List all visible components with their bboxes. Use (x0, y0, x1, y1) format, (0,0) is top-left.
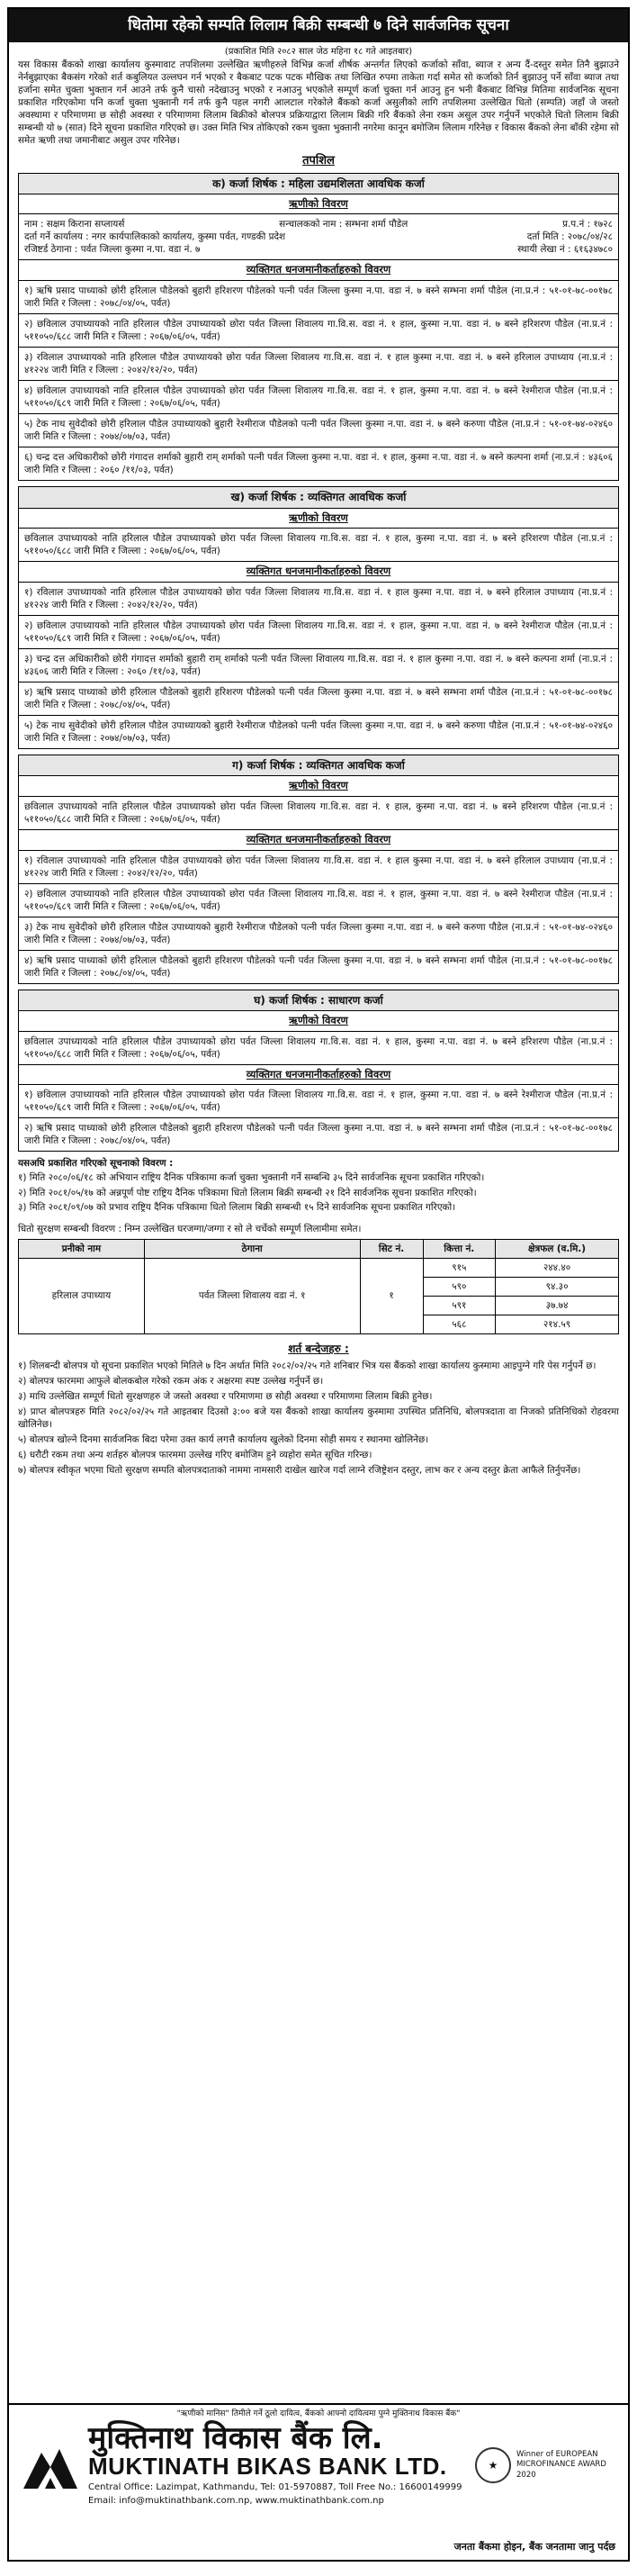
guarantor-item: ४) ऋषि प्रसाद पाध्याको छोरी हरिलाल पौडेलको बुहारी हरिशरण पौडेलको पत्नी पर्वत जिल्ला कुस्मा न.पा. वडा नं. ७ बस्ने सम्भना शर्मा पौडेल (ना.प्र.नं : ५१-०१-७८-००१७८ जारी मिति र जिल्ला : २०७८/०४/०५, पर्वत) (18, 951, 619, 984)
borrower-row (24, 243, 613, 256)
guarantor-item: १) छविलाल उपाध्यायको नाति हरिलाल पौडेल उपाध्यायको छोरा पर्वत जिल्ला शिवालय गा.वि.स. वडा नं. १ हाल, कुस्मा न.पा. वडा नं. ७ बस्ने रेश्मीराज पौडेल (ना.प्र.नं : ५११०५०/६८९ जारी मिति र जिल्ला : २०६७/०६/०५, पर्वत) (18, 1085, 619, 1118)
guarantor-item: ३) टेक नाथ सुवेदीको छोरी हरिलाल पौडेल उपाध्यायको बुहारी रेश्मीराज पौडेलको पत्नी पर्वत जिल्ला कुस्मा न.पा. वडा नं. ७ बस्ने करुणा पौडेल (ना.प्र.नं : ५१-०१-७४-०२४६० जारी मिति र जिल्ला : २०७४/०७/०३, पर्वत) (18, 917, 619, 951)
bank-footer (9, 2403, 628, 2560)
col-area: क्षेत्रफल (व.मि.) (496, 1239, 619, 1258)
guarantor-item: २) छविलाल उपाध्यायको नाति हरिलाल पौडेल उपाध्यायको छोरा पर्वत जिल्ला शिवालय गा.वि.स. वडा नं. १ हाल, कुस्मा न.पा. वडा नं. ७ बस्ने रेश्मीराज पौडेल (ना.प्र.नं : ५११०५०/६८९ जारी मिति र जिल्ला : २०६७/०६/०५, पर्वत) (18, 616, 619, 649)
guarantor-item: २) ऋषि प्रसाद पाध्याको छोरी हरिलाल पौडेलको बुहारी हरिशरण पौडेलको पत्नी पर्वत जिल्ला कुस्मा न.पा. वडा नं. ७ बस्ने सम्भना शर्मा पौडेल (ना.प्र.नं : ५१-०१-७८-००१७८ जारी मिति र जिल्ला : २०७८/०४/०५, पर्वत) (18, 1118, 619, 1152)
area-cell: २१४.५९ (496, 1315, 619, 1333)
bank-tagline: जनता बैंकमा होइन, बैंक जनतामा जानु पर्दछ (453, 2541, 615, 2553)
guarantor-item: ३) रविलाल उपाध्यायको नाति हरिलाल पौडेल उपाध्यायको छोरा पर्वत जिल्ला शिवालय गा.वि.स. वडा नं. १ हाल कुस्मा न.पा. वडा नं. ७ बस्ने हरिलाल उपाध्याय (ना.प्र.नं : ४१२२४ जारी मिति र जिल्ला : २०४२/१२/२०, पर्वत) (18, 348, 619, 381)
area-cell: ९४.३० (496, 1277, 619, 1296)
plot-cell: ५९१ (423, 1296, 495, 1315)
borrower-name: नाम : सक्षम किराना सप्लायर्स (24, 219, 125, 230)
loan-title-d: घ) कर्जा शिर्षक : साधारण कर्जा (18, 990, 619, 1011)
plot-cell: ५६८ (423, 1315, 495, 1333)
borrower-title-a: ऋणीको विवरण (18, 194, 619, 215)
registered-address: रजिष्टर्ड ठेगाना : पर्वत जिल्ला कुस्मा न.पा. वडा नं. ७ (24, 244, 201, 256)
address-cell: पर्वत जिल्ला शिवालय वडा नं. १ (144, 1258, 360, 1333)
notice-title: धितोमा रहेको सम्पति लिलाम बिक्री सम्बन्धी ७ दिने सार्वजनिक सूचना (9, 9, 628, 42)
borrower-details-c: छविलाल उपाध्यायको नाति हरिलाल पौडेल उपाध्यायको छोरा पर्वत जिल्ला शिवालय गा.वि.स. वडा नं. १ हाल, कुस्मा न.पा. वडा नं. ७ बस्ने हरिशरण पौडेल (ना.प्र.नं : ५११०५०/६८८ जारी मिति र जिल्ला : २०६७/०६/०५, पर्वत) (18, 797, 619, 830)
brand-text (88, 2420, 462, 2508)
area-cell: २४४.४० (496, 1258, 619, 1277)
condition-item: ७) बोलपत्र स्वीकृत भएमा धितो सुरक्षण सम्पति बोलपत्रदाताको नाममा नामसारी दाखेल खारेज गर्दा लाग्ने रजिष्ट्रेशन दस्तुर, लाभ कर र अन्य दस्तुर क्रेता आफैले तिर्नुपर्नेछ। (18, 1465, 581, 1477)
condition-item: २) बोलपत्र फारममा आफुले बोलकबोल गरेको रकम अंक र अक्षरमा स्पष्ट उल्लेख गर्नुपर्ने छ। (18, 1376, 324, 1387)
award-icon: ★ (475, 2447, 511, 2483)
borrower-details-b: छविलाल उपाध्यायको नाति हरिलाल पौडेल उपाध्यायको छोरा पर्वत जिल्ला शिवालय गा.वि.स. वडा नं. १ हाल, कुस्मा न.पा. वडा नं. ७ बस्ने हरिशरण पौडेल (ना.प्र.नं : ५११०५०/६८८ जारी मिति र जिल्ला : २०६७/०६/०५, पर्वत) (18, 529, 619, 562)
registration-no: प्र.प.नं : १७२८ (562, 219, 613, 230)
award-text: Winner of EUROPEAN MICROFINANCE AWARD 2020 (516, 2449, 606, 2480)
tapsil-heading: तपशिल (302, 154, 335, 167)
col-sheet: सिट नं. (360, 1239, 423, 1258)
conditions-title: शर्त बन्देजहरु : (288, 1342, 349, 1355)
condition-item: ३) माथि उल्लेखित सम्पूर्ण धितो सुरक्षणहरु जे जस्तो अवस्था र परिमाणमा छ सोही अवस्था र परिमाणमा लिलाम बिक्री हुनेछ। (18, 1391, 433, 1403)
guarantor-item: ५) टेक नाथ सुवेदीको छोरी हरिलाल पौडेल उपाध्यायको बुहारी रेश्मीराज पौडेलको पत्नी पर्वत जिल्ला कुस्मा न.पा. वडा नं. ७ बस्ने करुणा पौडेल (ना.प्र.नं : ५१-०१-७४-०२४६० जारी मिति र जिल्ला : २०७४/०७/०३, पर्वत) (18, 414, 619, 447)
registration-office: दर्ता गर्ने कार्यालय : नगर कार्यपालिकाको कार्यालय, कुस्मा पर्वत, गण्डकी प्रदेश (24, 231, 286, 243)
guarantor-title-b: व्यक्तिगत धनजमानीकर्ताहरुको विवरण (18, 562, 619, 583)
notice-page (7, 7, 630, 2562)
previous-notice-item: १) मिति २०८०/०६/१८ को अभियान राष्ट्रिय दैनिक पत्रिकामा कर्जा चुक्ता भुक्तानी गर्ने सम्बन्धि ३५ दिने सार्वजनिक सूचना प्रकाशित गरिएको। (18, 1172, 485, 1184)
director-name: सन्चालकको नाम : सम्भना शर्मा पौडेल (279, 219, 408, 230)
loan-title-a: क) कर्जा शिर्षक : महिला उद्यमशिलता आवधिक कर्जा (18, 173, 619, 194)
guarantor-title-d: व्यक्तिगत धनजमानीकर्ताहरुको विवरण (18, 1065, 619, 1086)
condition-item: ५) बोलपत्र खोल्ने दिनमा सार्वजनिक बिदा परेमा उक्त कार्य लगत्तै कार्यालय खुलेको दिनमा सोही समय र स्थानमा खोलिनेछ। (18, 1434, 429, 1446)
guarantor-title-a: व्यक्तिगत धनजमानीकर्ताहरुको विवरण (18, 260, 619, 281)
borrower-title-d: ऋणीको विवरण (18, 1011, 619, 1032)
guarantor-item: १) रविलाल उपाध्यायको नाति हरिलाल पौडेल उपाध्यायको छोरा पर्वत जिल्ला शिवालय गा.वि.स. वडा नं. १ हाल कुस्मा न.पा. वडा नं. ७ बस्ने हरिलाल उपाध्याय (ना.प्र.नं : ४१२२४ जारी मिति र जिल्ला : २०४२/१२/२०, पर्वत) (18, 583, 619, 616)
collateral-table (18, 1239, 619, 1334)
bank-email: Email: info@muktinathbank.com.np, www.muktinathbank.com.np (88, 2496, 384, 2507)
guarantor-title-c: व्यक्तिगत धनजमानीकर्ताहरुको विवरण (18, 830, 619, 851)
loan-title-b: ख) कर्जा शिर्षक : व्यक्तिगत आवधिक कर्जा (18, 486, 619, 508)
bank-name-en: MUKTINATH BIKAS BANK LTD. (88, 2453, 447, 2481)
borrower-row (24, 230, 613, 243)
previous-notices-title: यसअघि प्रकाशित गरिएको सूचनाको विवरण : (18, 1158, 174, 1170)
footer-slogan: "ऋणीको मानिस" तिमीले गर्ने ठूलो दायित्व, बैंकको आफ्नो दायित्वमा पुग्ने मुक्तिनाथ विकास बैंक" (176, 2409, 461, 2418)
bank-address: Central Office: Lazimpat, Kathmandu, Tel: 01-5970887, Toll Free No.: 16600149999 (88, 2481, 462, 2492)
col-owner: प्रनीको नाम (19, 1239, 145, 1258)
table-header-row (19, 1239, 619, 1258)
table-row (19, 1258, 619, 1277)
guarantor-item: ४) छविलाल उपाध्यायको नाति हरिलाल पौडेल उपाध्यायको छोरा पर्वत जिल्ला शिवालय गा.वि.स. वडा नं. १ हाल, कुस्मा न.पा. वडा नं. ७ बस्ने रेश्मीराज पौडेल (ना.प्र.नं : ५११०५०/६८९ जारी मिति र जिल्ला : २०६७/०६/०५, पर्वत) (18, 381, 619, 414)
guarantor-item: २) छविलाल उपाध्यायको नाति हरिलाल पौडेल उपाध्यायको छोरा पर्वत जिल्ला शिवालय गा.वि.स. वडा नं. १ हाल, कुस्मा न.पा. वडा नं. ७ बस्ने हरिशरण पौडेल (ना.प्र.नं : ५११०५०/६८८ जारी मिति र जिल्ला : २०६७/०६/०५, पर्वत) (18, 314, 619, 348)
intro-paragraph: यस विकास बैंकको शाखा कार्यालय कुस्मावाट तपशिलमा उल्लेखित ऋणीहरुले विभिन्न कर्जा शीर्षक अन्तर्गत लिएको कर्जाको साँवा, ब्याज र अन्य दैं-दस्तुर समेत तिनै बुझाउने नेर्नबुझाएका बैकसंग गरेको शर्त कबुलियत उल्लघन गर्न भएको र बैकबाट पटक पटक मौखिक तथा लिखित रुपमा ताकेता गर्दा समेत सो कर्जाको तिर्न बुझाउनु पर्ने साँवा ब्याज तथा हर्जाना समेत चुक्ता भुक्तान गर्न आउने तर्फ कुनै चासो नदेखाउनु भएको र नआउनु भएकोले सम्पूर्ण कर्जा चुक्ता गर्न आउनु हुन भनी बैंकबाट विभिन्न मितिमा सार्वजनिक सूचना प्रकाशित गरिएकोमा पनि कर्जा चुक्ता भुक्तानी गर्न तर्फ कुनै पहल नगरी आलटाल गरेकोले बैंकको कर्जा असुलीको लागि तपशिलमा उल्लेखित धितो (सम्पति) जहाँ जे जस्तो अवस्थामा र परिमाणमा छ सोही अवस्था र परिमाणमा लिलाम बिक्रीको बोलपत्र प्रक्रियाद्वारा लिलाम बिक्री गरि बैंकको लेना रकम असुल उपर गर्नुपर्ने भएकोले धितो लिलाम बिक्री सम्बन्धी यो ७ (सात) दिने सूचना प्रकाशित गरिएको छ। उक्त मिति भित्र तोकिएको रकम चुक्ता भुक्तानी नगरेमा कानून बमोजिम लिलाम गरिनेछ र विकास बैंकको लेना बाँकी रहेमा सो समेत ऋणी तथा जमानीबाट असुल उपर गरिनेछ। (18, 59, 619, 147)
owner-cell: हरिलाल उपाध्याय (19, 1258, 145, 1333)
borrower-details-d: छविलाल उपाध्यायको नाति हरिलाल पौडेल उपाध्यायको छोरा पर्वत जिल्ला शिवालय गा.वि.स. वडा नं. १ हाल, कुस्मा न.पा. वडा नं. ७ बस्ने हरिशरण पौडेल (ना.प्र.नं : ५११०५०/६८८ जारी मिति र जिल्ला : २०६७/०६/०५, पर्वत) (18, 1032, 619, 1065)
mountain-logo-icon (22, 2440, 79, 2490)
award-block (475, 2447, 615, 2483)
collateral-block (18, 1219, 619, 1334)
bank-name-np: मुक्तिनाथ विकास बैंक लि. (88, 2420, 383, 2457)
col-address: ठेगाना (144, 1239, 360, 1258)
guarantor-item: ४) ऋषि प्रसाद पाध्याको छोरी हरिलाल पौडेलको बुहारी हरिशरण पौडेलको पत्नी पर्वत जिल्ला कुस्मा न.पा. वडा नं. ७ बस्ने सम्भना शर्मा पौडेल (ना.प्र.नं : ५१-०१-७८-००१७८ जारी मिति र जिल्ला : २०७८/०४/०५, पर्वत) (18, 682, 619, 716)
previous-notice-item: २) मिति २०८१/०५/१७ को अन्नपूर्ण पोष्ट राष्ट्रिय दैनिक पत्रिकामा धितो लिलाम बिक्री सम्बन्धी २१ दिने सार्वजनिक सूचना प्रकाशित गरिएको। (18, 1187, 477, 1198)
pan-number: स्थायी लेखा नं : ६१६३४७८० (517, 244, 613, 256)
loan-title-c: ग) कर्जा शिर्षक : व्यक्तिगत आवधिक कर्जा (18, 755, 619, 776)
registration-date: दर्ता मिति : २०७८/०४/२८ (526, 231, 613, 243)
borrower-title-b: ऋणीको विवरण (18, 509, 619, 529)
borrower-row (24, 218, 613, 230)
condition-item: १) शिलबन्दी बोलपत्र यो सूचना प्रकाशित भएको मितिले ७ दिन अर्थात मिति २०८२/०२/२५ गते शनिबार भित्र यस बैंकको शाखा कार्यालय कुस्मामा आइपुग्ने गरि पेस गर्नुपर्ने छ। (18, 1360, 597, 1372)
previous-notice-item: ३) मिति २०८१/०९/०७ को प्रभाव राष्ट्रिय दैनिक पत्रिकामा धितो लिलाम बिक्री सम्बन्धी १५ दिने सार्वजनिक सूचना प्रकाशित गरिएको। (18, 1201, 456, 1213)
collateral-heading: धितो सुरक्षण सम्बन्धी विवरण : निम्न उल्लेखित घरजग्गा/जग्गा र सो ले चर्चेको सम्पूर्ण लिलामीमा समेत। (18, 1223, 362, 1234)
plot-cell: ९१५ (423, 1258, 495, 1277)
conditions-list (9, 1360, 628, 1477)
publication-date: (प्रकाशित मिति २०८२ साल जेठ महिना १८ गते आइतबार) (224, 46, 413, 57)
borrower-title-c: ऋणीको विवरण (18, 776, 619, 797)
guarantor-item: ३) चन्द्र दत्त अधिकारीको छोरी गंगादत्त शर्माको बुहारी राम् शर्माको पत्नी पर्वत जिल्ला शिवालय गा.वि.स. वडा नं. १ हाल कुस्मा न.पा. वडा नं. ७ बस्ने कल्पना शर्मा (ना.प्र.नं : ४३६०६ जारी मिति र जिल्ला : २०६० /११/०३, पर्वत) (18, 649, 619, 682)
previous-notices (18, 1157, 619, 1213)
guarantor-item: १) रविलाल उपाध्यायको नाति हरिलाल पौडेल उपाध्यायको छोरा पर्वत जिल्ला शिवालय गा.वि.स. वडा नं. १ हाल कुस्मा न.पा. वडा नं. ७ बस्ने हरिलाल उपाध्याय (ना.प्र.नं : ४१२२४ जारी मिति र जिल्ला : २०४२/१२/२०, पर्वत) (18, 851, 619, 884)
guarantor-item: १) ऋषि प्रसाद पाध्याको छोरी हरिलाल पौडेलको बुहारी हरिशरण पौडेलको पत्नी पर्वत जिल्ला कुस्मा न.पा. वडा नं. ७ बस्ने सम्भना शर्मा पौडेल (ना.प्र.नं : ५१-०१-७८-००१७८ जारी मिति र जिल्ला : २०७८/०४/०५, पर्वत) (18, 281, 619, 314)
area-cell: ३७.७४ (496, 1296, 619, 1315)
guarantor-item: ६) चन्द्र दत्त अधिकारीको छोरी गंगादत्त शर्माको बुहारी राम् शर्माको पत्नी पर्वत जिल्ला कुस्मा न.पा. वडा नं. १ हाल, कुस्मा न.पा. वडा नं. ७ बस्ने कल्पना शर्मा (ना.प्र.नं : ४३६०६ जारी मिति र जिल्ला : २०६० /११/०३, पर्वत) (18, 447, 619, 481)
guarantor-item: २) छविलाल उपाध्यायको नाति हरिलाल पौडेल उपाध्यायको छोरा पर्वत जिल्ला शिवालय गा.वि.स. वडा नं. १ हाल, कुस्मा न.पा. वडा नं. ७ बस्ने रेश्मीराज पौडेल (ना.प्र.नं : ५११०५०/६८९ जारी मिति र जिल्ला : २०६७/०६/०५, पर्वत) (18, 884, 619, 917)
brand-block (9, 2419, 628, 2511)
sheet-cell: १ (360, 1258, 423, 1333)
plot-cell: ५९० (423, 1277, 495, 1296)
col-plot: कित्ता नं. (423, 1239, 495, 1258)
borrower-details-a (18, 214, 619, 260)
condition-item: ४) प्राप्त बोलपत्रहरु मिति २०८२/०२/२५ गते आइतबार दिउसो ३:०० बजे यस बैंकको शाखा कार्यालय कुस्मामा उपस्थित प्रतिनिधि, बोलपत्रदाता वा निजको प्रतिनिधिको रोहवरमा खोलिनेछ। (18, 1406, 619, 1431)
condition-item: ६) धरौटी रकम तथा अन्य शर्तहरु बोलपत्र फारममा उल्लेख गरिए बमोजिम हुने व्यहोरा समेत सूचित गरिन्छ। (18, 1450, 372, 1461)
guarantor-item: ५) टेक नाथ सुवेदीको छोरी हरिलाल पौडेल उपाध्यायको बुहारी रेश्मीराज पौडेलको पत्नी पर्वत जिल्ला कुस्मा न.पा. वडा नं. ७ बस्ने करुणा पौडेल (ना.प्र.नं : ५१-०१-७४-०२४६० जारी मिति र जिल्ला : २०७४/०७/०३, पर्वत) (18, 716, 619, 749)
